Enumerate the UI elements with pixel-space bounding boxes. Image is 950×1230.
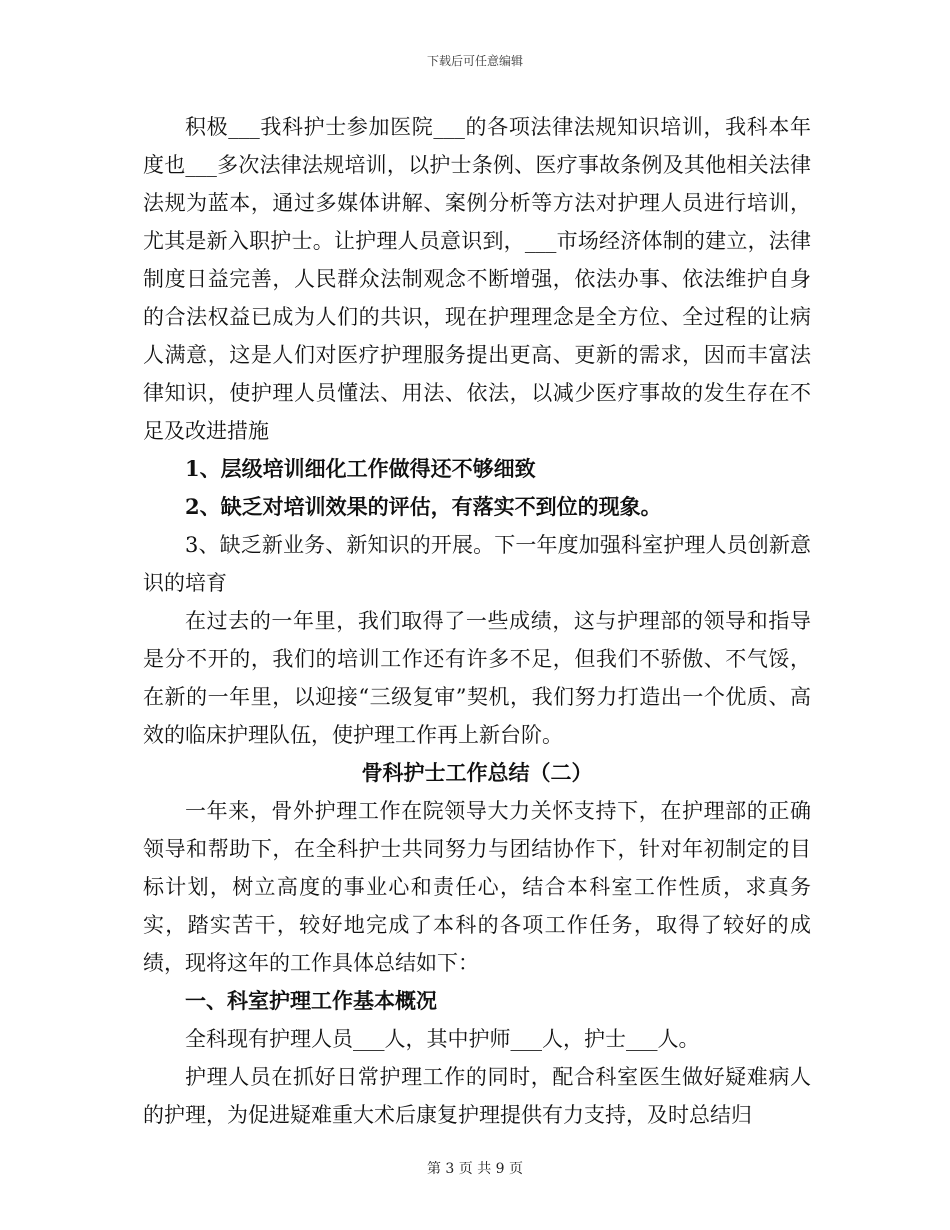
section-title: 骨科护士工作总结（二） bbox=[361, 760, 593, 785]
list-item-2: 2、缺乏对培训效果的评估，有落实不到位的现象。 bbox=[185, 494, 662, 519]
document-body bbox=[143, 108, 811, 1134]
paragraph-staff: 全科现有护理人员___人，其中护师___人，护士___人。 bbox=[185, 1027, 700, 1051]
page-footer: 第 3 页 共 9 页 bbox=[426, 1161, 524, 1177]
paragraph-past-year: 在过去的一年里，我们取得了一些成绩，这与护理部的领导和指导是分不开的，我们的培训工作还有许多不足，但我们不骄傲、不气馁，在新的一年里，以迎接“三级复审”契机，我们努力打造出一个优质、高效的临床护理队伍，使护理工作再上新台阶。 bbox=[143, 609, 811, 747]
section-heading-1: 一、科室护理工作基本概况 bbox=[185, 988, 437, 1013]
paragraph-intro: 一年来，骨外护理工作在院领导大力关怀支持下，在护理部的正确领导和帮助下，在全科护士共同努力与团结协作下，针对年初制定的目标计划，树立高度的事业心和责任心，结合本科室工作性质，求真务实，踏实苦干，较好地完成了本科的各项工作任务，取得了较好的成绩，现将这年的工作具体总结如下： bbox=[143, 799, 811, 975]
paragraph-legal-training: 积极___我科护士参加医院___的各项法律法规知识培训，我科本年度也___多次法律法规培训，以护士条例、医疗事故条例及其他相关法律法规为蓝本，通过多媒体讲解、案例分析等方法对护理人员进行培训，尤其是新入职护士。让护理人员意识到，___市场经济体制的建立，法律制度日益完善，人民群众法制观念不断增强，依法办事、依法维护自身的合法权益已成为人们的共识，现在护理理念是全方位、全过程的让病人满意，这是人们对医疗护理服务提出更高、更新的需求，因而丰富法律知识，使护理人员懂法、用法、依法，以减少医疗事故的发生存在不足及改进措施 bbox=[143, 115, 811, 443]
list-item-3: 3、缺乏新业务、新知识的开展。下一年度加强科室护理人员创新意识的培育 bbox=[143, 533, 811, 595]
page-header: 下载后可任意编辑 bbox=[426, 54, 523, 68]
paragraph-care: 护理人员在抓好日常护理工作的同时，配合科室医生做好疑难病人的护理，为促进疑难重大术后康复护理提供有力支持，及时总结归 bbox=[143, 1065, 811, 1127]
list-item-1: 1、层级培训细化工作做得还不够细致 bbox=[185, 456, 536, 481]
